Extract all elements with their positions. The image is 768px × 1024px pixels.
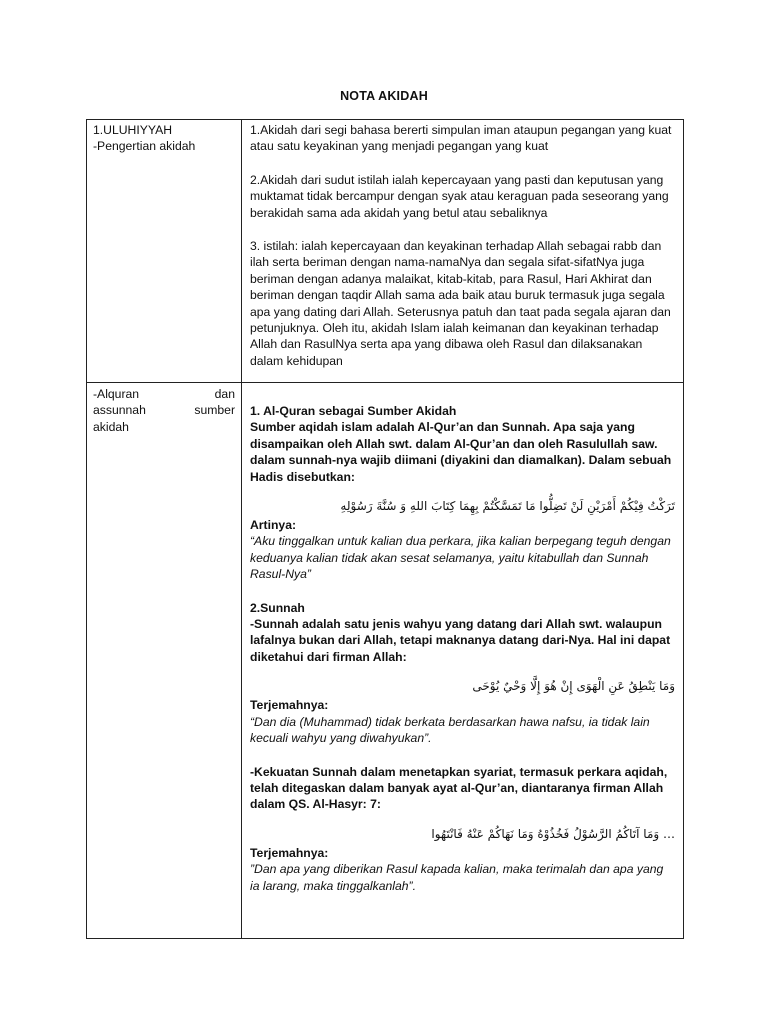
arabic-verse-text: وَمَا يَنْطِقُ عَنِ الْهَوَى إِنْ هُوَ إِلَّا وَحْيٌ يُوْحَى <box>472 679 675 694</box>
topic-subheading: -Pengertian akidah <box>93 139 196 154</box>
topic-line <box>93 402 235 418</box>
definition-paragraph-2: 2.Akidah dari sudut istilah ialah kepercayaan yang pasti dan keputusan yang muktamat tidak bercampur dengan syak atau keraguan pada seseorang yang berakidah sama ada akidah yang betul atau sebaliknya <box>250 172 669 220</box>
verse-translation: “Dan dia (Muhammad) tidak berkata berdasarkan hawa nafsu, ia tidak lain kecuali wahyu yang diwahyukan”. <box>250 714 650 746</box>
hadith-translation: “Aku tinggalkan untuk kalian dua perkara, jika kalian berpegang teguh dengan keduanya kalian tidak akan sesat selamanya, yaitu kitabullah dan Sunnah Rasul-Nya” <box>250 534 671 582</box>
arabic-hadith-text: تَرَكْتُ فِيْكُمْ أَمْرَيْنِ لَنْ تَضِلُّوا مَا تَمَسَّكْتُمْ بِهِمَا كِتَابَ اللهِ وَ سُنَّةَ رَسُوْلِهِ <box>340 499 675 514</box>
topic-word: assunnah <box>93 403 146 418</box>
topic-heading: 1.ULUHIYYAH <box>93 123 173 137</box>
section-heading-sunnah: 2.Sunnah <box>250 600 305 615</box>
section-body-sunnah: -Sunnah adalah satu jenis wahyu yang datang dari Allah swt. walaupun lafalnya bukan dari Allah, tetapi maknanya datang dari-Nya. Hal ini dapat diketahui dari firman Allah: <box>250 617 671 664</box>
notes-table <box>86 119 684 939</box>
section-body-alquran: Sumber aqidah islam adalah Al-Qur’an dan Sunnah. Apa saja yang disampaikan oleh Allah swt. dalam Al-Qur’an dan oleh Rasulullah saw. dalam sunnah-nya wajib diimani (diyakini dan diamalkan). Dalam sebuah Hadis disebutkan: <box>250 420 672 484</box>
topic-cell-sources <box>87 383 242 939</box>
page-title: NOTA AKIDAH <box>340 89 428 103</box>
table-row <box>87 383 684 939</box>
section-body-sunnah-strength: -Kekuatan Sunnah dalam menetapkan syariat, termasuk perkara aqidah, telah ditegaskan dalam banyak ayat al-Qur’an, diantaranya firman Allah dalam QS. Al-Hasyr: 7: <box>250 764 668 812</box>
definition-paragraph-1: 1.Akidah dari segi bahasa bererti simpulan iman ataupun pegangan yang kuat atau satu keyakinan yang menjadi pegangan yang kuat <box>250 123 672 154</box>
content-cell-uluhiyyah <box>242 120 684 383</box>
topic-word: sumber <box>194 403 235 418</box>
topic-line <box>93 386 235 402</box>
topic-line: akidah <box>93 419 129 434</box>
table-row <box>87 120 684 383</box>
translation-label: Terjemahnya: <box>250 698 329 713</box>
definition-paragraph-3: 3. istilah: ialah kepercayaan dan keyakinan terhadap Allah sebagai rabb dan ilah serta beriman dengan nama-namaNya dan segala sifat-sifatNya juga beriman dengan adanya malaikat, kitab-kitab, para Rasul, Hari Akhirat dan beriman dengan taqdir Allah sama ada baik atau buruk termasuk juga segala apa yang dating dari Allah. Seterusnya patuh dan taat pada segala ajaran dan petunjuknya. Oleh itu, akidah Islam ialah keimanan dan keyakinan terhadap Allah dan RasulNya serta apa yang dibawa oleh Rasul dan dilaksanakan dalam kehidupan <box>250 239 671 368</box>
content-cell-sources <box>242 383 684 939</box>
topic-word: dan <box>214 387 235 401</box>
translation-label: Terjemahnya: <box>250 845 329 860</box>
topic-cell-uluhiyyah <box>87 120 242 383</box>
topic-word: -Alquran <box>93 387 140 401</box>
arabic-verse-text: … وَمَا آتَاكُمُ الرَّسُوْلُ فَخُذُوْهُ وَمَا نَهَاكُمْ عَنْهُ فَانْتَهُوا <box>431 826 675 841</box>
translation-label: Artinya: <box>250 518 297 533</box>
section-heading-alquran: 1. Al-Quran sebagai Sumber Akidah <box>250 404 457 418</box>
verse-translation: ”Dan apa yang diberikan Rasul kapada kalian, maka terimalah dan apa yang ia larang, maka tinggalkanlah”. <box>250 862 664 893</box>
